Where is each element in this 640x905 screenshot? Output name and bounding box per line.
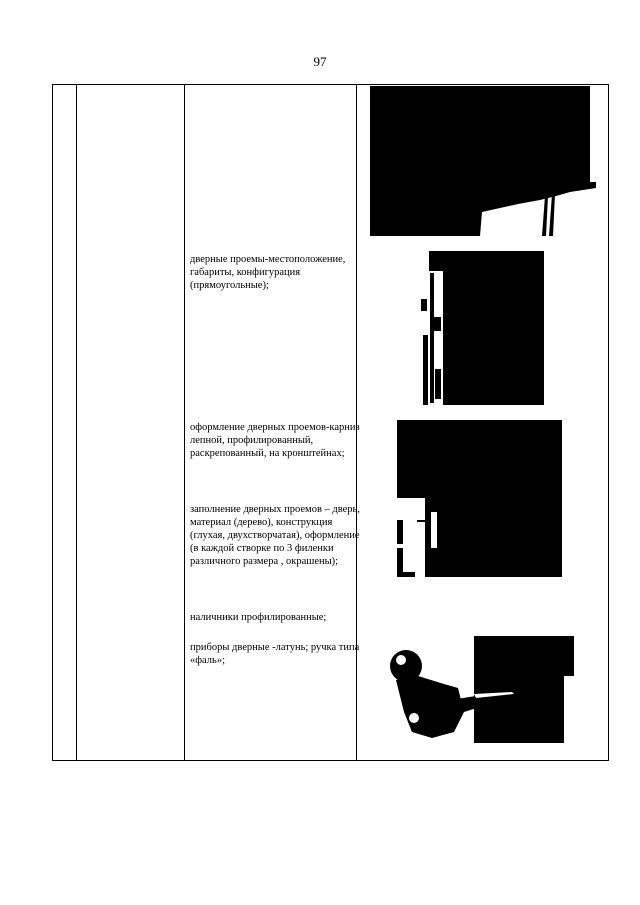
door-decor-text: оформление дверных проемов-карниз лепной, профилированный, раскрепованный, на кронштейнах; [190,422,360,459]
door-fill-text: заполнение дверных проемов – дверь, материал (дерево), конструкция (глухая, двухстворчатая), оформление (в каждой створке по 3 филенки различного размера , окрашены); [190,504,360,567]
page-number: 97 [313,54,327,69]
photo-double-door [397,420,570,577]
photo-door-frame [421,251,544,405]
photo-door-handle [384,636,574,743]
hardware-text: приборы дверные -латунь; ручка типа «фаль»; [190,642,360,666]
column-divider-1 [76,85,77,760]
column-divider-2 [184,85,185,760]
document-table [52,84,609,761]
photo-doorway-cornice [370,86,596,236]
casings-text: наличники профилированные; [190,612,327,623]
doorways-text: дверные проемы-местоположение, габариты, конфигурация (прямоугольные); [190,254,346,291]
